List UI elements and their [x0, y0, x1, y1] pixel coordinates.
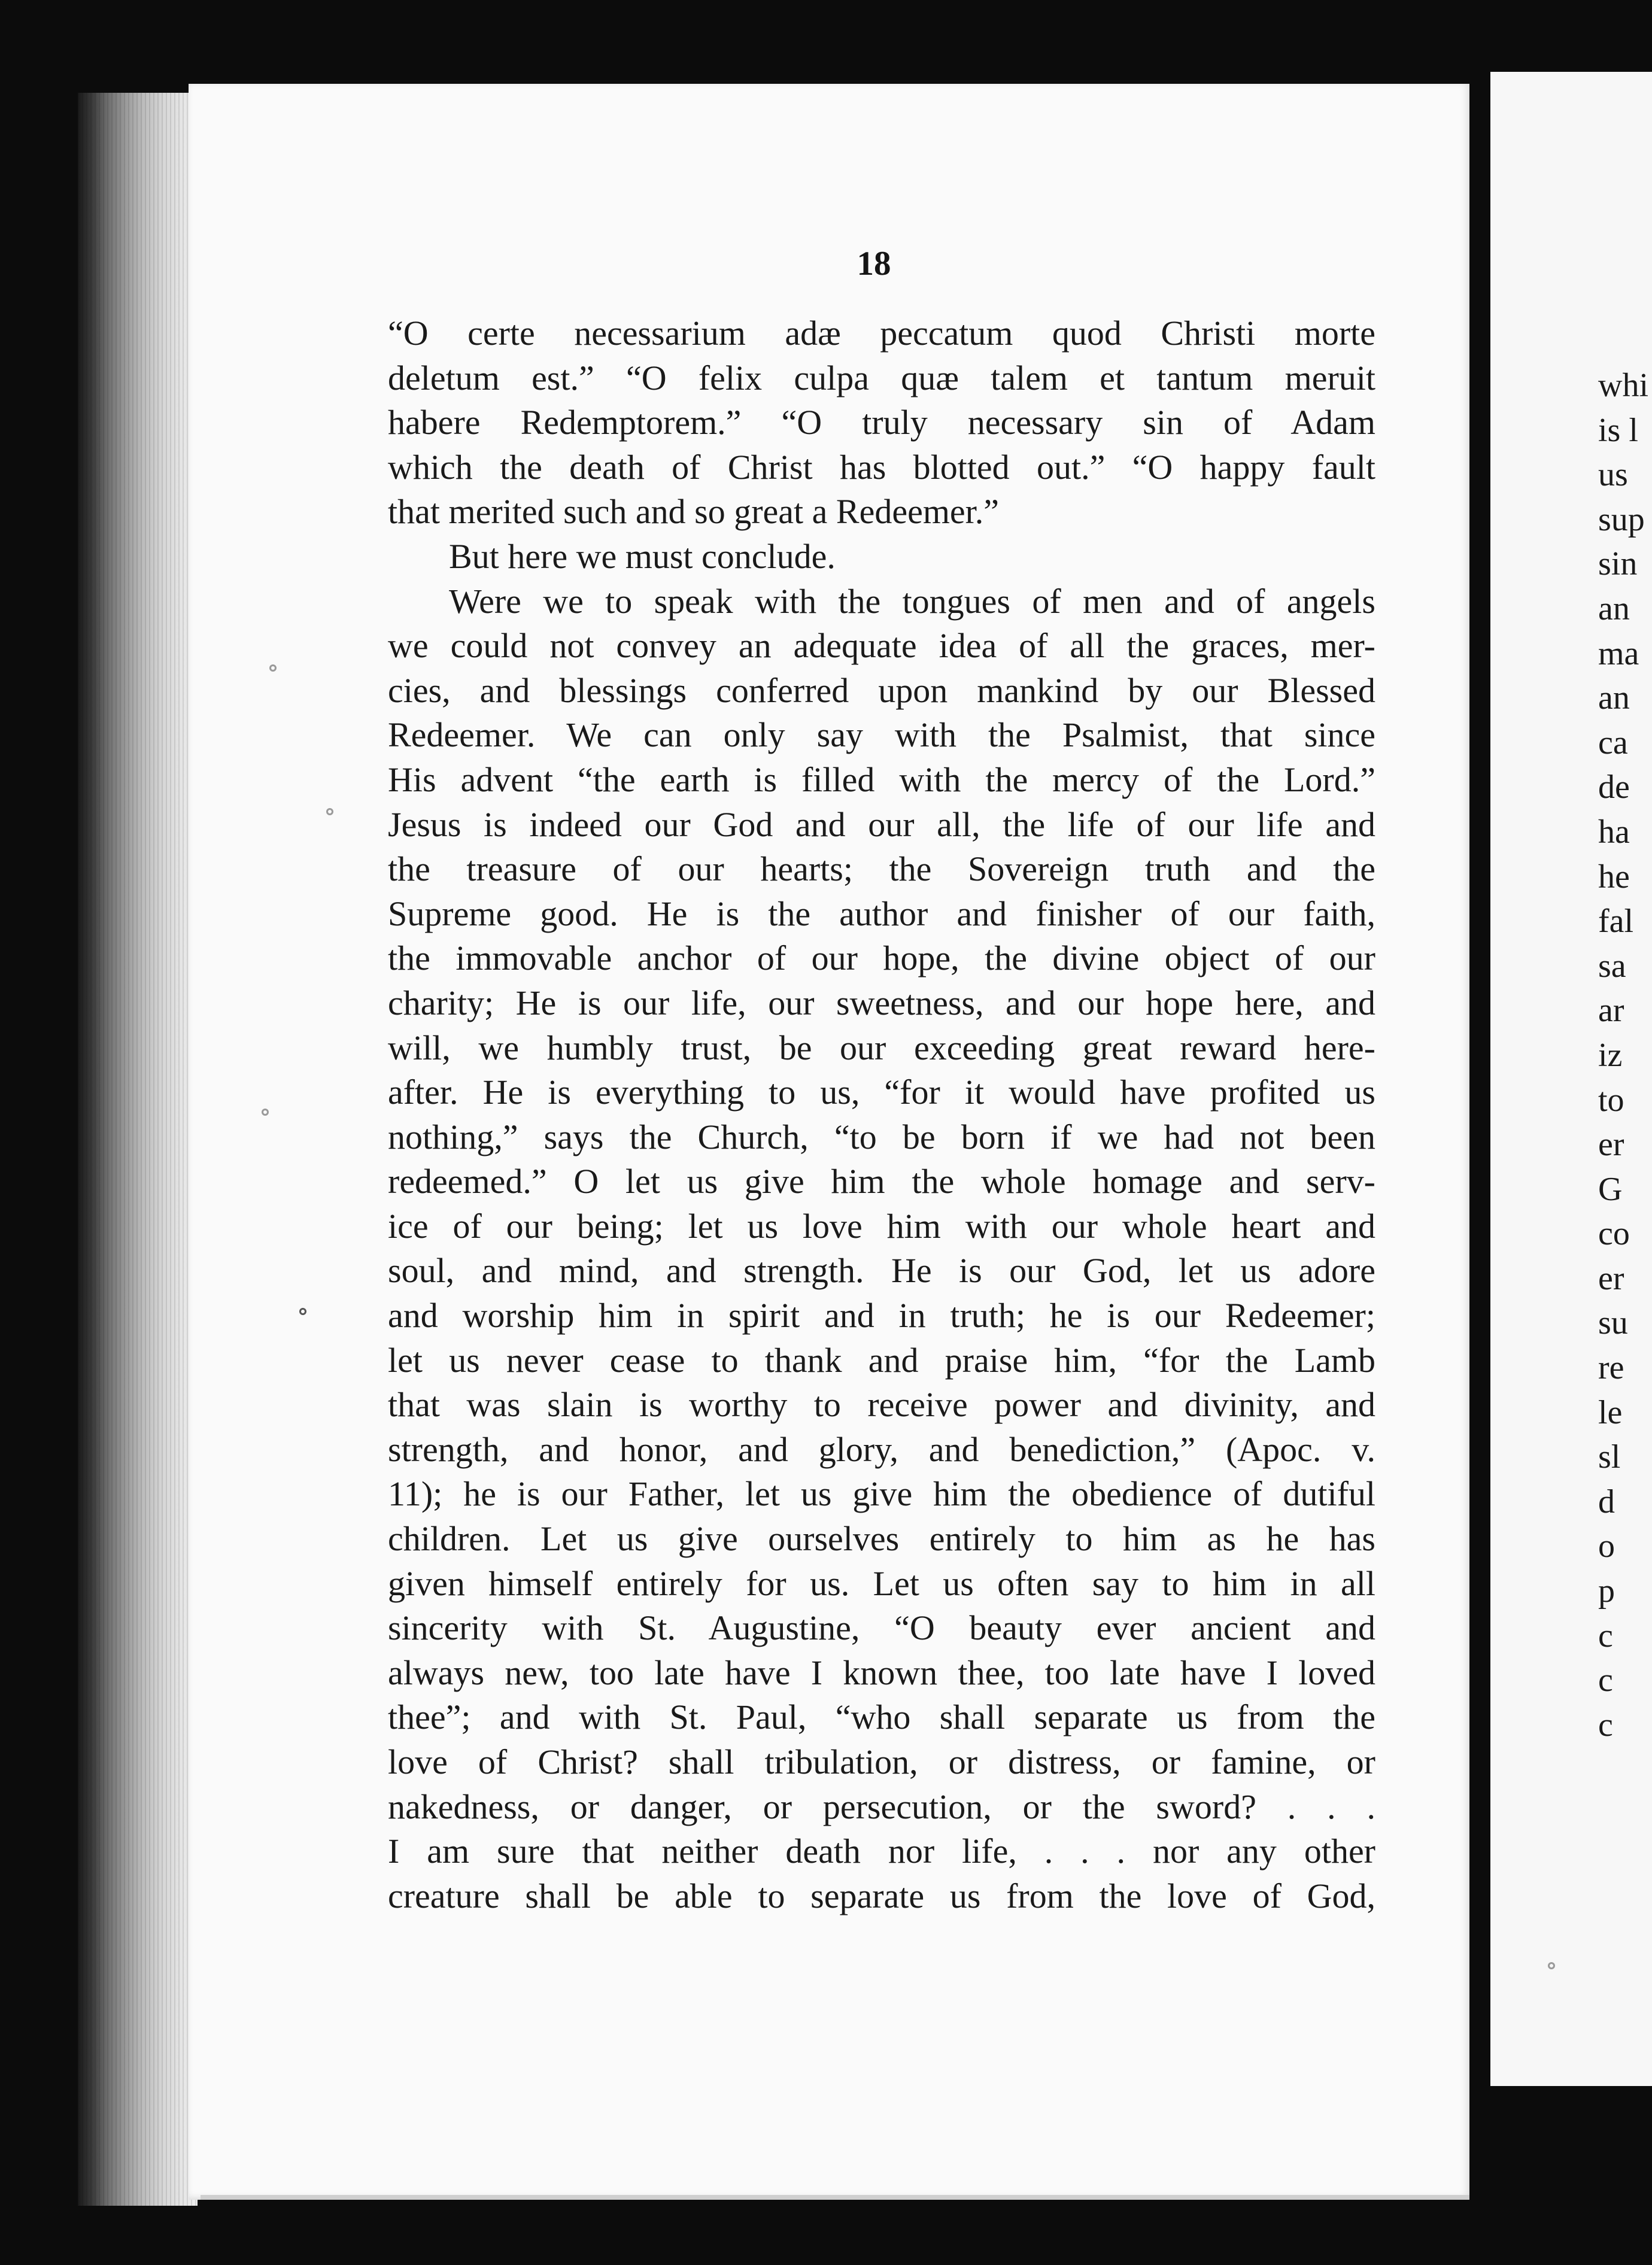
text-fragment: sup: [1598, 500, 1645, 538]
text-line: nakedness, or danger, or persecution, or the sword? . . .: [388, 1787, 1375, 1826]
text-line: deletum est.” “O felix culpa quæ talem et tantum meruit: [388, 358, 1375, 397]
text-fragment: iz: [1598, 1036, 1623, 1074]
paper-speck: [269, 664, 277, 672]
text-fragment: er: [1598, 1126, 1624, 1164]
text-line: the treasure of our hearts; the Sovereign truth and the: [388, 849, 1375, 889]
text-fragment: re: [1598, 1349, 1624, 1387]
text-fragment: p: [1598, 1572, 1615, 1610]
text-line: strength, and honor, and glory, and benediction,” (Apoc. v.: [388, 1429, 1375, 1469]
text-line: always new, too late have I known thee, too late have I loved: [388, 1653, 1375, 1692]
text-line: we could not convey an adequate idea of all the graces, mer-: [388, 626, 1375, 666]
text-fragment: de: [1598, 769, 1630, 806]
text-fragment: d: [1598, 1483, 1615, 1520]
text-fragment: er: [1598, 1259, 1624, 1297]
text-fragment: G: [1598, 1170, 1623, 1208]
text-line: charity; He is our life, our sweetness, and our hope here, and: [388, 983, 1375, 1022]
paper-speck: [1548, 1962, 1555, 1969]
text-fragment: ha: [1598, 813, 1630, 851]
text-line: children. Let us give ourselves entirely to him as he has: [388, 1519, 1375, 1559]
text-line: redeemed.” O let us give him the whole homage and serv-: [388, 1162, 1375, 1201]
text-fragment: le: [1598, 1393, 1623, 1431]
text-line: which the death of Christ has blotted out.” “O happy fault: [388, 447, 1375, 487]
text-fragment: an: [1598, 590, 1630, 627]
text-line: But here we must conclude.: [449, 536, 836, 576]
text-line: habere Redemptorem.” “O truly necessary sin of Adam: [388, 403, 1375, 442]
text-fragment: he: [1598, 858, 1630, 895]
text-line: “O certe necessarium adæ peccatum quod Christi morte: [388, 314, 1375, 353]
text-fragment: ma: [1598, 634, 1639, 672]
text-fragment: c: [1598, 1706, 1613, 1744]
text-fragment: ar: [1598, 992, 1624, 1030]
text-fragment: sa: [1598, 947, 1626, 985]
text-line: cies, and blessings conferred upon mankind by our Blessed: [388, 670, 1375, 710]
text-line: given himself entirely for us. Let us often say to him in all: [388, 1563, 1375, 1603]
text-line: love of Christ? shall tribulation, or distress, or famine, or: [388, 1742, 1375, 1781]
text-fragment: sl: [1598, 1438, 1621, 1476]
text-fragment: c: [1598, 1662, 1613, 1699]
text-line: 11); he is our Father, let us give him the obedience of dutiful: [388, 1474, 1375, 1514]
text-line: His advent “the earth is filled with the mercy of the Lord.”: [388, 760, 1375, 799]
text-fragment: su: [1598, 1304, 1628, 1342]
text-line: that was slain is worthy to receive power and divinity, and: [388, 1385, 1375, 1425]
text-line: ice of our being; let us love him with our whole heart and: [388, 1206, 1375, 1246]
page-number: 18: [857, 245, 891, 283]
right-page-fragment: [1490, 72, 1652, 2086]
text-fragment: co: [1598, 1215, 1630, 1253]
text-fragment: c: [1598, 1617, 1613, 1654]
text-fragment: ca: [1598, 724, 1628, 761]
text-line: soul, and mind, and strength. He is our God, let us adore: [388, 1251, 1375, 1291]
paper-speck: [299, 1308, 306, 1315]
text-line: nothing,” says the Church, “to be born if we had not been: [388, 1117, 1375, 1156]
text-fragment: to: [1598, 1081, 1624, 1119]
text-fragment: fal: [1598, 903, 1634, 940]
text-line: sincerity with St. Augustine, “O beauty ever ancient and: [388, 1608, 1375, 1648]
text-line: Jesus is indeed our God and our all, the life of our life and: [388, 804, 1375, 844]
paper-speck: [262, 1109, 269, 1116]
body-text: [388, 311, 1375, 1918]
text-line: Supreme good. He is the author and finisher of our faith,: [388, 894, 1375, 933]
text-line: Redeemer. We can only say with the Psalmist, that since: [388, 715, 1375, 755]
text-line: that merited such and so great a Redeemer.”: [388, 492, 1000, 532]
text-line: let us never cease to thank and praise him, “for the Lamb: [388, 1340, 1375, 1380]
text-fragment: sin: [1598, 545, 1638, 583]
text-fragment: an: [1598, 679, 1630, 717]
text-line: after. He is everything to us, “for it would have profited us: [388, 1073, 1375, 1112]
text-line: the immovable anchor of our hope, the divine object of our: [388, 939, 1375, 978]
text-line: and worship him in spirit and in truth; he is our Redeemer;: [388, 1296, 1375, 1335]
text-line: I am sure that neither death nor life, . . . nor any other: [388, 1832, 1375, 1871]
text-fragment: us: [1598, 456, 1628, 494]
text-line: creature shall be able to separate us from the love of God,: [388, 1876, 1375, 1915]
page-stack-edges: [78, 93, 198, 2206]
text-fragment: whi: [1598, 367, 1648, 404]
text-line: Were we to speak with the tongues of men and of angels: [449, 581, 1375, 621]
text-line: will, we humbly trust, be our exceeding great reward here-: [388, 1028, 1375, 1067]
right-page-text: [1598, 363, 1648, 1747]
text-fragment: o: [1598, 1528, 1615, 1565]
text-fragment: is l: [1598, 411, 1638, 449]
text-line: thee”; and with St. Paul, “who shall separate us from the: [388, 1698, 1375, 1737]
paper-speck: [326, 808, 333, 815]
